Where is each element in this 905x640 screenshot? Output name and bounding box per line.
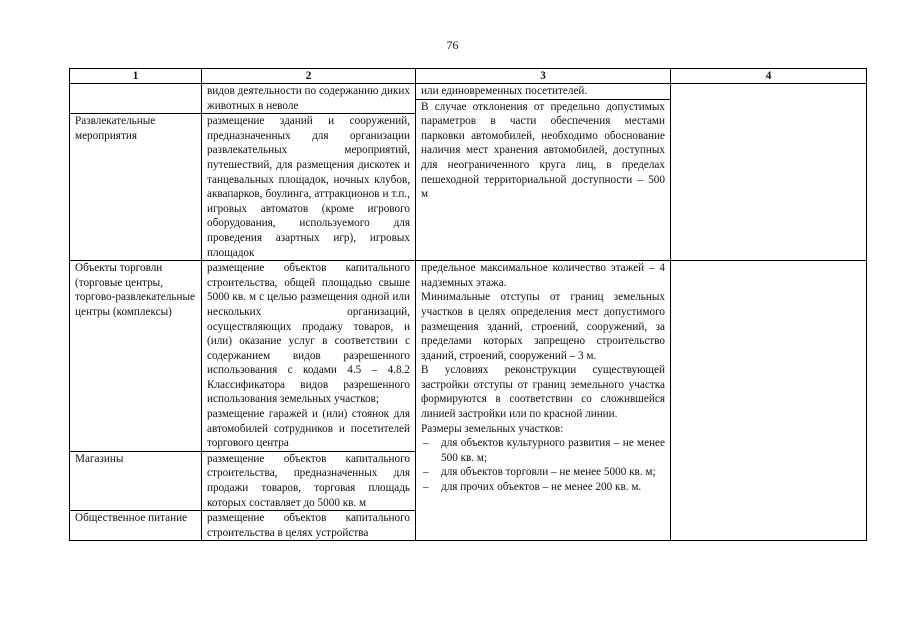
cell-c3-combined <box>416 84 671 261</box>
cell-shops-name: Магазины <box>70 451 202 510</box>
cell-continuation-c2: видов деятельности по содержанию диких животных в неволе <box>202 84 416 114</box>
trade-description-p1: размещение объектов капитального строительства, общей площадью свыше 5000 кв. м с целью размещения одной или нескольких организаций, осуществляющих продажу товаров, и (или) оказание услуг в соответствии с содержанием видов разрешенного использования с кодами 4.5 – 4.8.2 Классификатора видов разрешенного использования земельных участков; <box>207 262 410 406</box>
column-header-3: 3 <box>416 69 671 84</box>
cell-catering-name: Общественное питание <box>70 511 202 541</box>
c3-entertainment-text: В случае отклонения от предельно допустимых параметров в части обеспечения местами парковки автомобилей, необходимо обоснование наличия мест хранения автомобилей, доступных для неограниченного круга лиц, в пределах пешеходной территориальной доступности – 500 м <box>416 99 670 202</box>
table-header-row <box>70 69 867 84</box>
cell-shops-description: размещение объектов капитального строительства, предназначенных для продажи товаров, торговая площадь которых составляет до 5000 кв. м <box>202 451 416 510</box>
page-number: 76 <box>446 38 459 52</box>
list-item: – для прочих объектов – не менее 200 кв. м. <box>421 480 665 495</box>
cell-trade-description <box>202 261 416 452</box>
cell-catering-description: размещение объектов капитального строительства в целях устройства <box>202 511 416 541</box>
cell-c4-lower <box>671 261 867 541</box>
plot-sizes-list <box>421 436 665 494</box>
list-item: – для объектов культурного развития – не менее 500 кв. м; <box>421 436 665 465</box>
cell-entertainment-name: Развлекательные мероприятия <box>70 114 202 261</box>
table-row-continuation <box>70 84 867 114</box>
parameters-plot-sizes-heading: Размеры земельных участков: <box>421 422 564 435</box>
parameters-reconstruction: В условиях реконструкции существующей застройки отступы от границ земельного участка формируются в соответствии со сложившейся линией застройки или по красной линии. <box>421 364 665 421</box>
cell-continuation-c1 <box>70 84 202 114</box>
column-header-1: 1 <box>70 69 202 84</box>
list-item: – для объектов торговли – не менее 5000 кв. м; <box>421 465 665 480</box>
parameters-floors: предельное максимальное количество этажей – 4 надземных этажа. <box>421 262 665 289</box>
column-header-4: 4 <box>671 69 867 84</box>
cell-parameters-merged <box>416 261 671 541</box>
column-header-2: 2 <box>202 69 416 84</box>
cell-entertainment-description: размещение зданий и сооружений, предназначенных для организации развлекательных мероприятий, путешествий, для размещения дискотек и танцевальных площадок, ночных клубов, аквапарков, боулинга, аттракционов и т.п., игровых автоматов (кроме игрового оборудования, используемого для проведения азартных игр), игровых площадок <box>202 114 416 261</box>
parameters-setbacks: Минимальные отступы от границ земельных участков в целях определения мест допустимого размещения зданий, строений, сооружений, за пределами которых запрещено строительство зданий, строений, сооружений – 3 м. <box>421 291 665 362</box>
c3-continuation-text: или единовременных посетителей. <box>421 85 588 97</box>
trade-description-p2: размещение гаражей и (или) стоянок для автомобилей сотрудников и посетителей торгового центра <box>207 408 410 450</box>
table-row-trade <box>70 261 867 452</box>
cell-c4-upper <box>671 84 867 261</box>
regulations-table <box>69 68 867 541</box>
cell-trade-name: Объекты торговли (торговые центры, торгово-развлекательные центры (комплексы) <box>70 261 202 452</box>
